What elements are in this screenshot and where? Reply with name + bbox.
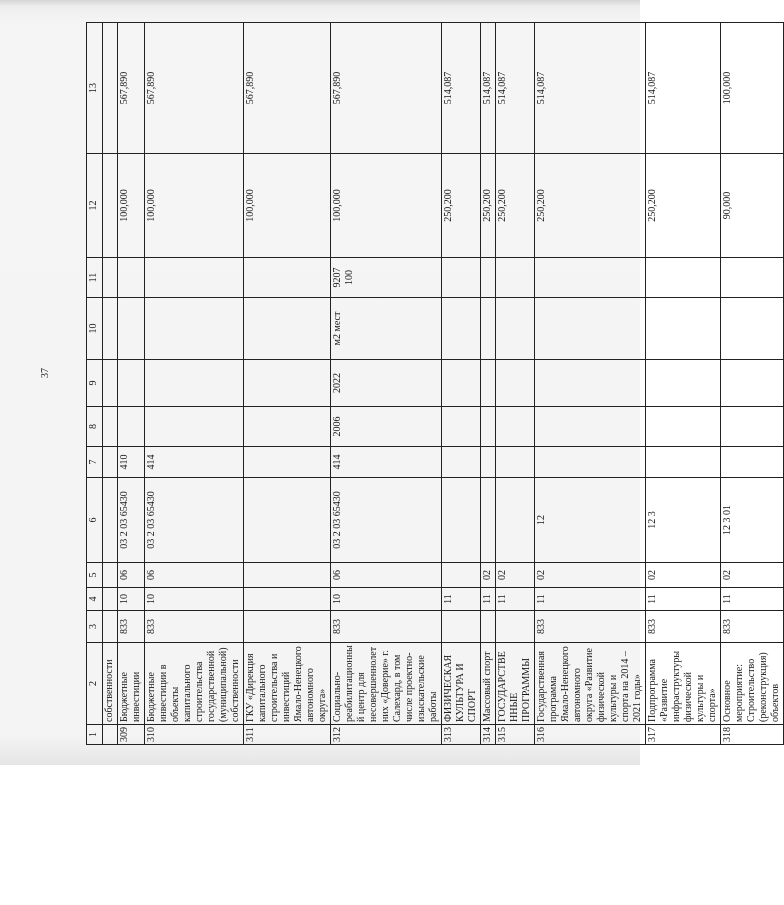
start-year-cell (496, 407, 535, 447)
header-cell: 6 (87, 478, 103, 563)
unit-cell (535, 298, 646, 360)
amount-2019-cell: 250,200 (481, 154, 496, 258)
subsection-cell: 02 (496, 563, 535, 588)
amount-2019-cell: 100,000 (118, 154, 145, 258)
table-row (496, 23, 535, 745)
unit-cell (481, 298, 496, 360)
ministry-code-cell: 833 (646, 611, 721, 643)
expense-type-cell: 414 (331, 447, 442, 478)
amount-2019-cell: 100,000 (145, 154, 244, 258)
page-number: 37 (40, 368, 51, 378)
section-cell: 11 (721, 588, 784, 611)
section-cell: 11 (646, 588, 721, 611)
subsection-cell (103, 563, 118, 588)
item-name-cell: Массовый спорт (481, 643, 496, 725)
section-cell: 10 (118, 588, 145, 611)
unit-cell (118, 298, 145, 360)
row-number-cell: 318 (721, 725, 784, 745)
section-cell (103, 588, 118, 611)
subsection-cell (244, 563, 331, 588)
expense-type-cell: 410 (118, 447, 145, 478)
row-number-cell: 316 (535, 725, 646, 745)
expense-type-cell: 414 (145, 447, 244, 478)
section-cell: 11 (442, 588, 481, 611)
column-number-row (87, 23, 103, 745)
section-cell: 10 (331, 588, 442, 611)
item-name-cell: Государственная программа Ямало-Ненецкого автономного округа «Развитие физической культуры и спорта на 2014 – 2021 годы» (535, 643, 646, 725)
subsection-cell: 02 (535, 563, 646, 588)
row-number-cell: 310 (145, 725, 244, 745)
start-year-cell (103, 407, 118, 447)
ministry-code-cell: 833 (331, 611, 442, 643)
budget-table (86, 22, 784, 745)
expense-type-cell (103, 447, 118, 478)
ministry-code-cell (496, 611, 535, 643)
unit-cell (442, 298, 481, 360)
unit-cell (244, 298, 331, 360)
target-article-cell (481, 478, 496, 563)
amount-2019-cell: 250,200 (442, 154, 481, 258)
row-number-cell: 311 (244, 725, 331, 745)
header-cell: 1 (87, 725, 103, 745)
amount-2019-cell: 100,000 (244, 154, 331, 258)
header-cell: 5 (87, 563, 103, 588)
row-number-cell (103, 725, 118, 745)
target-article-cell: 12 (535, 478, 646, 563)
expense-type-cell (496, 447, 535, 478)
expense-type-cell (244, 447, 331, 478)
unit-cell: м2 мест (331, 298, 442, 360)
header-cell: 3 (87, 611, 103, 643)
table-row (442, 23, 481, 745)
item-name-cell: ГКУ «Дирекция капитального строительства и инвестиций Ямало-Ненецкого автономного округа» (244, 643, 331, 725)
capacity-cell (145, 258, 244, 298)
item-name-cell: Социально-реабилитационный центр для несовершеннолетних «Доверие» г. Салехард, в том числе проектно-изыскательские работы (331, 643, 442, 725)
end-year-cell (721, 360, 784, 407)
capacity-cell (481, 258, 496, 298)
amount-2019-cell (103, 154, 118, 258)
capacity-cell (244, 258, 331, 298)
expense-type-cell (721, 447, 784, 478)
target-article-cell: 03 2 03 65430 (331, 478, 442, 563)
capacity-cell (496, 258, 535, 298)
amount-2020-cell: 514,087 (496, 23, 535, 154)
capacity-cell: 9207 100 (331, 258, 442, 298)
amount-2020-cell: 514,087 (442, 23, 481, 154)
item-name-cell: собственности (103, 643, 118, 725)
header-cell: 13 (87, 23, 103, 154)
header-cell: 8 (87, 407, 103, 447)
header-cell: 11 (87, 258, 103, 298)
item-name-cell: Бюджетные инвестиции (118, 643, 145, 725)
row-number-cell: 313 (442, 725, 481, 745)
row-number-cell: 312 (331, 725, 442, 745)
subsection-cell: 06 (145, 563, 244, 588)
start-year-cell (145, 407, 244, 447)
ministry-code-cell (481, 611, 496, 643)
unit-cell (496, 298, 535, 360)
capacity-cell (103, 258, 118, 298)
section-cell (244, 588, 331, 611)
table-row (118, 23, 145, 745)
subsection-cell: 02 (646, 563, 721, 588)
ministry-code-cell (442, 611, 481, 643)
capacity-cell (118, 258, 145, 298)
table-row (244, 23, 331, 745)
start-year-cell (244, 407, 331, 447)
target-article-cell (103, 478, 118, 563)
target-article-cell: 12 3 (646, 478, 721, 563)
end-year-cell (646, 360, 721, 407)
header-cell: 9 (87, 360, 103, 407)
subsection-cell: 06 (331, 563, 442, 588)
capacity-cell (535, 258, 646, 298)
end-year-cell (496, 360, 535, 407)
end-year-cell (442, 360, 481, 407)
amount-2020-cell: 514,087 (535, 23, 646, 154)
expense-type-cell (535, 447, 646, 478)
start-year-cell: 2006 (331, 407, 442, 447)
table-row (145, 23, 244, 745)
header-cell: 12 (87, 154, 103, 258)
section-cell: 10 (145, 588, 244, 611)
target-article-cell: 03 2 03 65430 (118, 478, 145, 563)
end-year-cell (244, 360, 331, 407)
unit-cell (103, 298, 118, 360)
subsection-cell (442, 563, 481, 588)
table-row (721, 23, 784, 745)
capacity-cell (442, 258, 481, 298)
end-year-cell (481, 360, 496, 407)
amount-2019-cell: 90,000 (721, 154, 784, 258)
unit-cell (646, 298, 721, 360)
subsection-cell: 02 (481, 563, 496, 588)
table-row (103, 23, 118, 745)
amount-2020-cell: 514,087 (646, 23, 721, 154)
ministry-code-cell (103, 611, 118, 643)
start-year-cell (646, 407, 721, 447)
item-name-cell: ГОСУДАРСТВЕННЫЕ ПРОГРАММЫ (496, 643, 535, 725)
item-name-cell: Основное мероприятие: Строительство (реконструкция) объектов (721, 643, 784, 725)
target-article-cell (244, 478, 331, 563)
amount-2019-cell: 250,200 (646, 154, 721, 258)
end-year-cell (535, 360, 646, 407)
start-year-cell (535, 407, 646, 447)
amount-2019-cell: 250,200 (496, 154, 535, 258)
header-cell: 2 (87, 643, 103, 725)
row-number-cell: 309 (118, 725, 145, 745)
section-cell: 11 (535, 588, 646, 611)
target-article-cell (442, 478, 481, 563)
item-name-cell: Подпрограмма «Развитие инфраструктуры физической культуры и спорта» (646, 643, 721, 725)
end-year-cell (118, 360, 145, 407)
amount-2020-cell: 567,890 (244, 23, 331, 154)
target-article-cell (496, 478, 535, 563)
ministry-code-cell: 833 (118, 611, 145, 643)
amount-2020-cell: 567,890 (118, 23, 145, 154)
section-cell: 11 (496, 588, 535, 611)
item-name-cell: Бюджетные инвестиции в объекты капитального строительства государственной (муниципальной) собственности (145, 643, 244, 725)
amount-2020-cell: 100,000 (721, 23, 784, 154)
expense-type-cell (481, 447, 496, 478)
start-year-cell (481, 407, 496, 447)
end-year-cell: 2022 (331, 360, 442, 407)
ministry-code-cell: 833 (535, 611, 646, 643)
amount-2019-cell: 250,200 (535, 154, 646, 258)
header-cell: 7 (87, 447, 103, 478)
scan-edge-shadow (0, 0, 640, 6)
item-name-cell: ФИЗИЧЕСКАЯ КУЛЬТУРА И СПОРТ (442, 643, 481, 725)
table-row (646, 23, 721, 745)
capacity-cell (721, 258, 784, 298)
subsection-cell: 06 (118, 563, 145, 588)
target-article-cell: 03 2 03 65430 (145, 478, 244, 563)
header-cell: 10 (87, 298, 103, 360)
header-cell: 4 (87, 588, 103, 611)
section-cell: 11 (481, 588, 496, 611)
row-number-cell: 317 (646, 725, 721, 745)
unit-cell (145, 298, 244, 360)
end-year-cell (145, 360, 244, 407)
start-year-cell (721, 407, 784, 447)
amount-2020-cell (103, 23, 118, 154)
amount-2019-cell: 100,000 (331, 154, 442, 258)
expense-type-cell (442, 447, 481, 478)
amount-2020-cell: 567,890 (145, 23, 244, 154)
ministry-code-cell (244, 611, 331, 643)
start-year-cell (118, 407, 145, 447)
table-row (535, 23, 646, 745)
table-row (481, 23, 496, 745)
amount-2020-cell: 567,890 (331, 23, 442, 154)
ministry-code-cell: 833 (721, 611, 784, 643)
start-year-cell (442, 407, 481, 447)
budget-table-rotated (86, 23, 781, 745)
unit-cell (721, 298, 784, 360)
subsection-cell: 02 (721, 563, 784, 588)
end-year-cell (103, 360, 118, 407)
table-row (331, 23, 442, 745)
ministry-code-cell: 833 (145, 611, 244, 643)
row-number-cell: 315 (496, 725, 535, 745)
capacity-cell (646, 258, 721, 298)
amount-2020-cell: 514,087 (481, 23, 496, 154)
expense-type-cell (646, 447, 721, 478)
target-article-cell: 12 3 01 (721, 478, 784, 563)
row-number-cell: 314 (481, 725, 496, 745)
